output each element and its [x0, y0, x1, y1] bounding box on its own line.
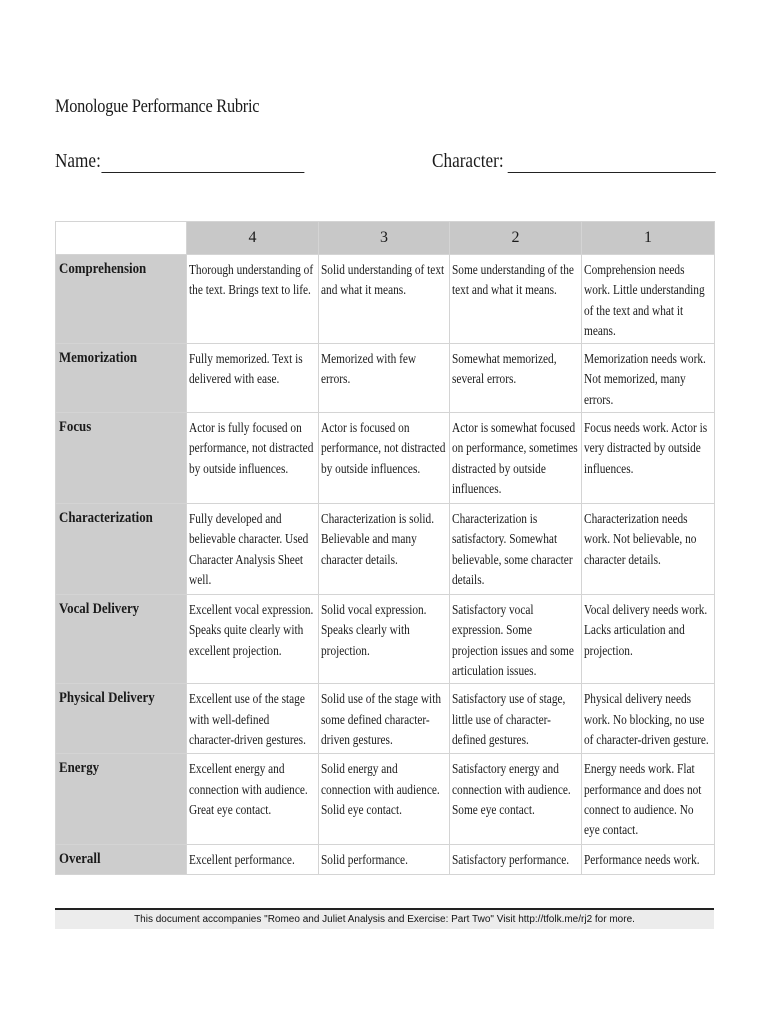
name-blank-line [102, 154, 305, 173]
rubric-cell-text: Satisfactory performance. [452, 852, 570, 868]
rubric-cell [187, 845, 319, 875]
rubric-row-physical-delivery [56, 684, 715, 754]
criterion-label: Characterization [59, 510, 153, 527]
criterion-cell [56, 684, 187, 754]
rubric-cell [319, 754, 450, 845]
criterion-label: Memorization [59, 350, 138, 367]
rubric-cell-text: Actor is focused on performance, not distracted by outside influences. [321, 420, 446, 476]
rubric-cell [319, 684, 450, 754]
rubric-cell-text: Physical delivery needs work. No blocking, no use of character-driven gesture. [584, 691, 709, 747]
rubric-cell-text: Performance needs work. [584, 852, 700, 868]
rubric-cell-text: Solid understanding of text and what it means. [321, 262, 445, 298]
rubric-row-focus [56, 413, 715, 504]
rubric-cell-text: Comprehension needs work. Little understanding of the text and what it means. [584, 262, 705, 338]
rubric-cell [450, 845, 582, 875]
rubric-cell-text: Solid use of the stage with some defined character-driven gestures. [321, 691, 442, 747]
criterion-cell [56, 413, 187, 504]
criterion-label: Focus [59, 419, 92, 436]
rubric-cell-text: Excellent use of the stage with well-defined character-driven gestures. [189, 691, 306, 747]
rubric-row-vocal-delivery [56, 595, 715, 684]
criterion-cell [56, 595, 187, 684]
rubric-cell [450, 344, 582, 413]
rubric-cell [187, 595, 319, 684]
criterion-cell [56, 845, 187, 875]
rubric-cell-text: Characterization needs work. Not believable, no character details. [584, 511, 697, 567]
rubric-cell [187, 255, 319, 344]
rubric-cell [582, 255, 715, 344]
rubric-cell [450, 754, 582, 845]
rubric-row-memorization [56, 344, 715, 413]
rubric-cell-text: Satisfactory use of stage, little use of character-defined gestures. [452, 691, 566, 747]
rubric-row-characterization [56, 504, 715, 595]
rubric-cell-text: Fully developed and believable character. Used Character Analysis Sheet well. [189, 511, 309, 587]
score-header: 4 [187, 222, 319, 255]
rubric-cell-text: Fully memorized. Text is delivered with ease. [189, 351, 303, 387]
rubric-cell-text: Memorization needs work. Not memorized, many errors. [584, 351, 706, 407]
character-field [432, 150, 716, 173]
rubric-cell [582, 595, 715, 684]
rubric-cell-text: Satisfactory vocal expression. Some projection issues and some articulation issues. [452, 602, 574, 678]
character-blank-line [508, 154, 716, 173]
rubric-cell-text: Energy needs work. Flat performance and does not connect to audience. No eye contact. [584, 761, 702, 838]
rubric-cell [582, 413, 715, 504]
criterion-cell [56, 504, 187, 595]
score-header: 1 [582, 222, 715, 255]
rubric-cell-text: Excellent vocal expression. Speaks quite clearly with excellent projection. [189, 602, 314, 658]
criterion-label: Comprehension [59, 261, 147, 277]
rubric-table [55, 221, 715, 875]
rubric-cell-text: Characterization is satisfactory. Somewhat believable, some character details. [452, 511, 573, 587]
rubric-cell [319, 255, 450, 344]
rubric-cell [450, 595, 582, 684]
rubric-cell [187, 344, 319, 413]
character-label: Character: [432, 150, 504, 172]
criterion-label: Physical Delivery [59, 690, 155, 707]
rubric-cell-text: Excellent performance. [189, 852, 295, 868]
rubric-cell-text: Some understanding of the text and what it means. [452, 262, 574, 298]
rubric-cell [319, 344, 450, 413]
rubric-cell-text: Characterization is solid. Believable and many character details. [321, 511, 435, 567]
criterion-label: Overall [59, 851, 101, 868]
name-field [55, 150, 305, 173]
rubric-cell-text: Excellent energy and connection with audience. Great eye contact. [189, 761, 308, 817]
rubric-cell [582, 754, 715, 845]
rubric-cell-text: Thorough understanding of the text. Brings text to life. [189, 262, 314, 298]
rubric-cell [582, 504, 715, 595]
score-header: 3 [319, 222, 450, 255]
score-header: 2 [450, 222, 582, 255]
page-title: Monologue Performance Rubric [55, 96, 260, 117]
criterion-cell [56, 255, 187, 344]
rubric-cell-text: Solid performance. [321, 852, 408, 868]
rubric-cell [319, 413, 450, 504]
rubric-cell [582, 344, 715, 413]
rubric-cell [582, 845, 715, 875]
rubric-cell-text: Focus needs work. Actor is very distracted by outside influences. [584, 420, 708, 476]
criterion-cell [56, 344, 187, 413]
rubric-cell [450, 413, 582, 504]
name-label: Name: [55, 150, 101, 172]
rubric-cell [450, 255, 582, 344]
rubric-cell-text: Somewhat memorized, several errors. [452, 351, 557, 387]
rubric-cell [450, 504, 582, 595]
rubric-cell-text: Memorized with few errors. [321, 351, 417, 387]
rubric-cell [319, 595, 450, 684]
rubric-row-overall [56, 845, 715, 875]
rubric-cell-text: Vocal delivery needs work. Lacks articulation and projection. [584, 602, 708, 658]
rubric-header-row [56, 222, 715, 255]
rubric-cell [187, 684, 319, 754]
rubric-cell-text: Actor is fully focused on performance, not distracted by outside influences. [189, 420, 314, 476]
criterion-label: Vocal Delivery [59, 601, 140, 618]
rubric-cell-text: Solid vocal expression. Speaks clearly with projection. [321, 602, 427, 658]
rubric-corner-cell [56, 222, 187, 255]
rubric-cell [187, 504, 319, 595]
rubric-row-energy [56, 754, 715, 845]
criterion-label: Energy [59, 760, 100, 777]
rubric-cell-text: Satisfactory energy and connection with audience. Some eye contact. [452, 761, 571, 817]
rubric-row-comprehension [56, 255, 715, 344]
rubric-cell [187, 754, 319, 845]
footer-note: This document accompanies "Romeo and Juliet Analysis and Exercise: Part Two" Visit http://tfolk.me/rj2 for more. [55, 910, 714, 929]
rubric-cell [319, 504, 450, 595]
rubric-cell-text: Solid energy and connection with audience. Solid eye contact. [321, 761, 440, 817]
rubric-cell [450, 684, 582, 754]
rubric-cell [582, 684, 715, 754]
criterion-cell [56, 754, 187, 845]
rubric-cell [187, 413, 319, 504]
rubric-cell [319, 845, 450, 875]
rubric-cell-text: Actor is somewhat focused on performance, sometimes distracted by outside influences. [452, 420, 578, 496]
